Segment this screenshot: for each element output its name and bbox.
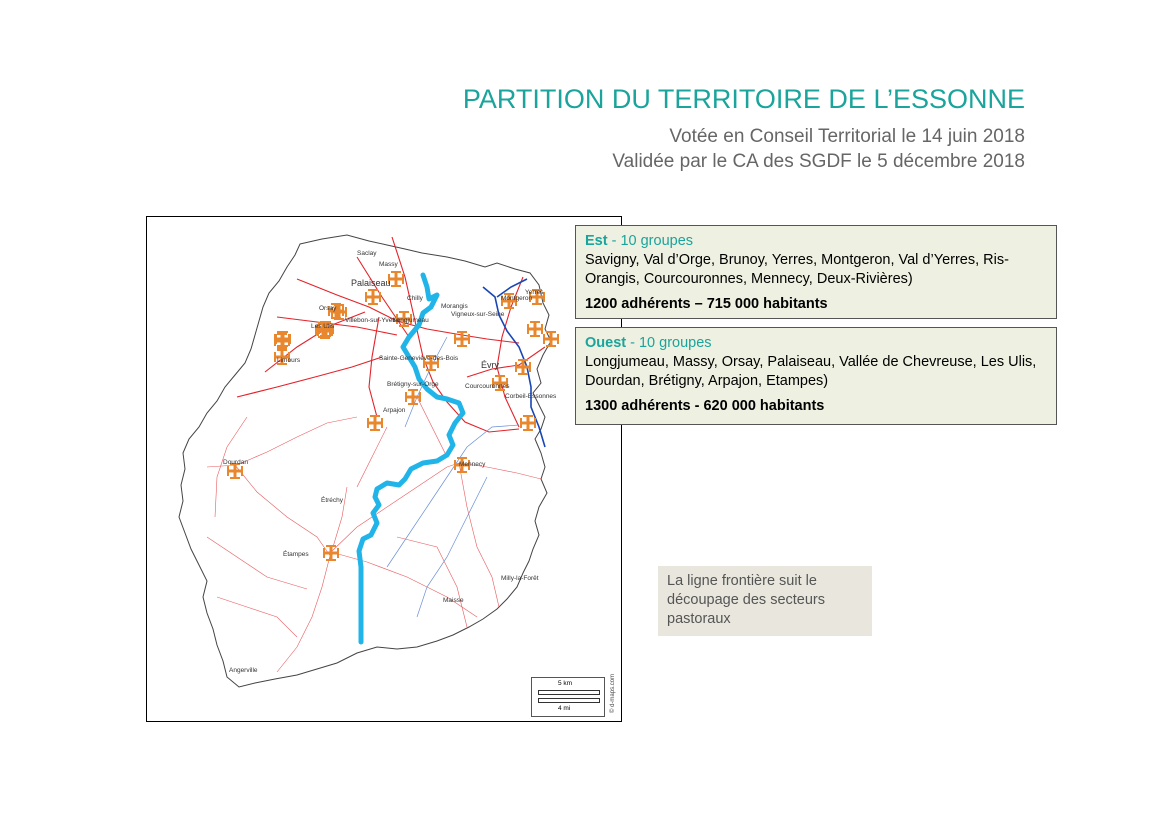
ouest-count: - 10 groupes: [626, 335, 712, 351]
label-etrechy: Étréchy: [321, 497, 344, 504]
scout-cross-icon: [367, 415, 383, 431]
scout-cross-icon: [454, 331, 470, 347]
scout-cross-icon: [323, 545, 339, 561]
est-sector-box: [575, 225, 1057, 319]
label-etampes: Étampes: [283, 551, 309, 558]
label-chilly: Chilly: [407, 295, 423, 302]
label-palaiseau: Palaiseau: [351, 278, 391, 288]
label-vigneux: Vigneux-sur-Seine: [451, 311, 505, 318]
label-courcouronnes: Courcouronnes: [465, 383, 510, 390]
label-limours: Limours: [277, 357, 301, 364]
scale-bar-km: [538, 690, 600, 695]
est-groups: Savigny, Val d’Orge, Brunoy, Yerres, Montgeron, Val d’Yerres, Ris-Orangis, Courcouronnes, Mennecy, Deux-Rivières): [585, 252, 1009, 287]
label-arpajon: Arpajon: [383, 407, 406, 414]
ouest-header: [585, 334, 1047, 353]
border-note: La ligne frontière suit le découpage des secteurs pastoraux: [658, 566, 872, 636]
label-milly: Milly-la-Forêt: [501, 575, 539, 582]
est-count: - 10 groupes: [607, 233, 694, 249]
scale-mi: 4 mi: [558, 705, 571, 712]
est-stats: 1200 adhérents – 715 000 habitants: [585, 296, 828, 312]
label-corbeil: Corbeil-Essonnes: [505, 393, 557, 400]
est-header: [585, 232, 1047, 251]
scale-bar-mi: [538, 698, 600, 703]
label-bretigny: Brétigny-sur-Orge: [387, 381, 439, 388]
label-angerville: Angerville: [229, 667, 258, 674]
ouest-stats: 1300 adhérents - 620 000 habitants: [585, 398, 825, 414]
scout-cross-icon: [405, 389, 421, 405]
scout-cross-icon: [527, 321, 543, 337]
scale-km: 5 km: [558, 680, 573, 687]
label-sgdb: Sainte-Geneviève-des-Bois: [379, 355, 459, 362]
est-name: Est: [585, 233, 608, 249]
scout-cross-icon: [274, 331, 290, 347]
label-evry: Évry: [481, 360, 499, 370]
ouest-groups: Longjumeau, Massy, Orsay, Palaiseau, Vallée de Chevreuse, Les Ulis, Dourdan, Brétigny, Arpajon, Etampes): [585, 354, 1037, 389]
label-saclay: Saclay: [357, 250, 377, 257]
label-massy: Massy: [379, 261, 398, 268]
subtitle-vote: Votée en Conseil Territorial le 14 juin 2018: [669, 126, 1025, 147]
label-morangis: Morangis: [441, 303, 468, 310]
scout-cross-icon: [543, 331, 559, 347]
subtitle-validation: Validée par le CA des SGDF le 5 décembre 2018: [612, 151, 1025, 172]
ouest-sector-box: [575, 327, 1057, 425]
scout-cross-icon: [520, 415, 536, 431]
map-scale: [531, 677, 605, 717]
label-villebon: Villebon-sur-Yvette: [345, 317, 400, 324]
label-les-ulis: Les Ulis: [311, 323, 335, 330]
label-dourdan: Dourdan: [223, 459, 248, 466]
label-maisse: Maisse: [443, 597, 464, 604]
map-svg: [147, 217, 622, 722]
ouest-name: Ouest: [585, 335, 627, 351]
label-longjumeau: Longjumeau: [393, 317, 429, 324]
page-title: PARTITION DU TERRITOIRE DE L’ESSONNE: [462, 84, 1025, 114]
label-montgeron: Montgeron: [501, 295, 533, 302]
essonne-map: [146, 216, 622, 722]
label-mennecy: Mennecy: [459, 461, 486, 468]
map-credit: © d-maps.com: [610, 673, 616, 713]
label-yerres: Yerres: [525, 289, 544, 296]
label-orsay: Orsay: [319, 305, 337, 312]
